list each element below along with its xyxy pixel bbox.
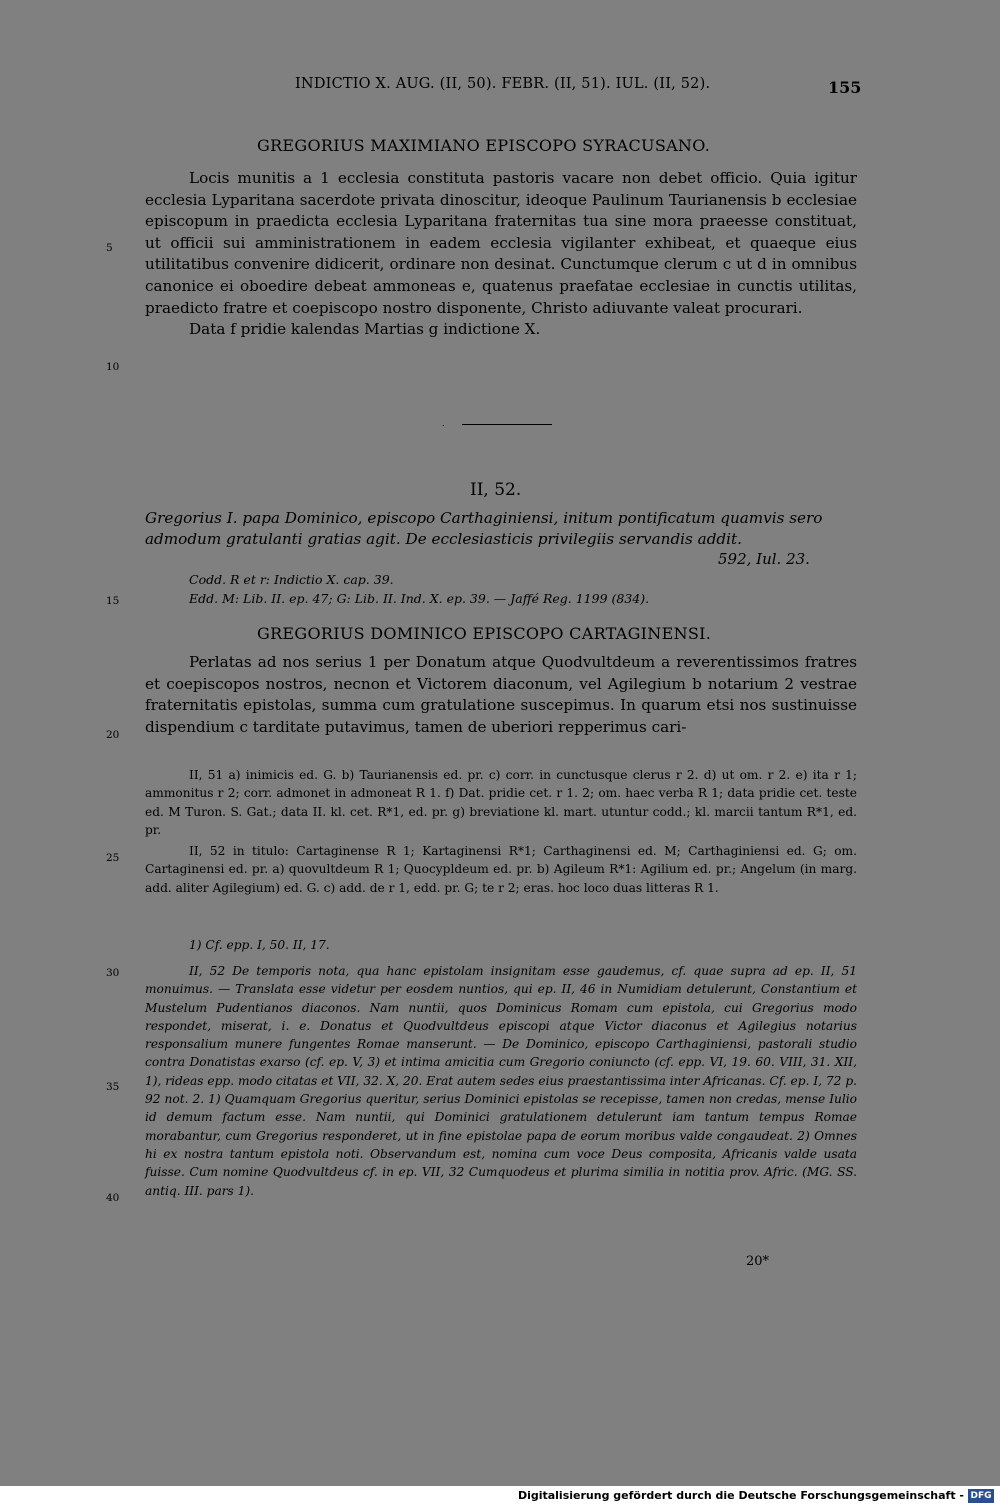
line-number: 10 — [106, 361, 120, 373]
letter1-dating: Data f pridie kalendas Martias g indictione X. — [189, 320, 541, 339]
line-number: 30 — [106, 967, 120, 979]
letter2-date: 592, Iul. 23. — [718, 550, 810, 568]
running-title: INDICTIO X. AUG. (II, 50). FEBR. (II, 51). IUL. (II, 52). — [295, 76, 711, 92]
apparatus — [145, 766, 857, 900]
letter2-edd: Edd. M: Lib. II. ep. 47; G: Lib. II. Ind. X. ep. 39. — Jaffé Reg. 1199 (834). — [189, 591, 650, 606]
letter2-body — [145, 652, 857, 738]
commentary — [145, 962, 857, 1203]
letter1-title: GREGORIUS MAXIMIANO EPISCOPO SYRACUSANO. — [257, 136, 711, 155]
letter2-paragraph: Perlatas ad nos serius 1 per Donatum atque Quodvultdeum a reverentissimos fratres et coepiscopos nostros, necnon et Victorem diaconum, vel Agilegium b notarium 2 vestrae fraternitatis epistolas, summa cum gratulatione suscepimus. In quarum etsi nos sustinuisse dispendium c tarditate putavimus, tamen de uberiori repperimus cari- — [145, 653, 857, 736]
line-number: 5 — [106, 242, 113, 254]
section-rule — [462, 424, 552, 425]
letter2-title: GREGORIUS DOMINICO EPISCOPO CARTAGINENSI. — [257, 624, 712, 643]
page-number: 155 — [828, 78, 862, 97]
line-number: 15 — [106, 595, 120, 607]
line-number: 35 — [106, 1081, 120, 1093]
letter2-number: II, 52. — [470, 480, 522, 500]
dfg-logo-icon: DFG — [968, 1489, 994, 1503]
commentary-ref-text: 1) Cf. epp. I, 50. II, 17. — [189, 938, 330, 952]
separator-dot: . — [442, 419, 445, 428]
commentary-ref — [145, 936, 857, 957]
letter1-paragraph: Locis munitis a 1 ecclesia constituta pastoris vacare non debet officio. Quia igitur ecclesia Lyparitana sacerdote privata dinoscitur, ideoque Paulinum Taurianensis b ecclesiae episcopum in praedicta ecclesia Lyparitana fraternitas tua sine mora praeesse constituat, ut officii sui amministrationem in eadem ecclesia vigilanter exhibeat, et quaeque eius utilitatibus convenire didicerit, ordinare non desinat. Cunctumque clerum c ut d in omnibus canonice ei oboedire debeat ammoneas e, quatenus praefatae ecclesiae in cunctis utilitas, praedicto fratre et coepiscopo nostro disponente, Christo adiuvante valeat procurari. — [145, 169, 857, 317]
signature-mark: 20* — [746, 1254, 770, 1269]
footer-text: Digitalisierung gefördert durch die Deutsche Forschungsgemeinschaft - — [517, 1489, 964, 1502]
footer-bar — [0, 1486, 1000, 1507]
line-number: 20 — [106, 729, 120, 741]
letter2-codd: Codd. R et r: Indictio X. cap. 39. — [189, 572, 394, 587]
line-number: 25 — [106, 852, 120, 864]
apparatus-note-51: II, 51 a) inimicis ed. G. b) Taurianensis ed. pr. c) corr. in cunctusque clerus r 2. d) ut om. r 2. e) ita r 1; ammonitus r 2; corr. admonet in admoneat R 1. f) Dat. pridie cet. r 1. 2; om. haec verba R 1; data pridie cet. teste ed. M Turon. S. Gat.; data II. kl. cet. R*1, ed. pr. g) breviatione kl. mart. utuntur codd.; kl. marcii tantum R*1, ed. pr. — [145, 768, 857, 837]
letter1-body — [145, 168, 857, 341]
apparatus-note-52: II, 52 in titulo: Cartaginense R 1; Kartaginensi R*1; Carthaginensi ed. M; Carthaginiensi ed. G; om. Cartaginensi ed. pr. a) quovultdeum R 1; Quocypldeum ed. pr. b) Agileum R*1: Agilium ed. pr.; Angelum (in marg. add. aliter Agilegium) ed. G. c) add. de r 1, edd. pr. G; te r 2; eras. hoc loco duas litteras R 1. — [145, 844, 857, 895]
commentary-text: II, 52 De temporis nota, qua hanc epistolam insignitam esse gaudemus, cf. quae supra ad ep. II, 51 monuimus. — Translata esse videtur per eosdem nuntios, qui ep. II, 46 in Numidiam detulerunt, Constantium et Mustelum Pudentianos diaconos. Nam nuntii, quos Dominicus Romam cum epistola, cui Gregorius modo respondet, miserat, i. e. Donatus et Quodvultdeus episcopi atque Victor diaconus et Agilegius notarius responsalium munere fungentes Romae manserunt. — De Dominico, episcopo Carthaginiensi, pastorali studio contra Donatistas exarso (cf. ep. V, 3) et intima amicitia cum Gregorio coniuncto (cf. epp. VI, 19. 60. VIII, 31. XII, 1), rideas epp. modo citatas et VII, 32. X, 20. Erat autem sedes eius praestantissima inter Africanas. Cf. ep. I, 72 p. 92 not. 2. 1) Quamquam Gregorius queritur, serius Dominici epistolas se recepisse, tamen non credas, mense Iulio id demum factum esse. Nam nuntii, qui Dominici gratulationem detulerunt iam tantum tempus Romae morabantur, cum Gregorius responderet, ut in fine epistolae papa de eorum moribus valde congaudeat. 2) Omnes hi ex nostra tantum epistola noti. Observandum est, nomina cum voce Deus composita, Africanis valde usata fuisse. Cum nomine Quodvultdeus cf. in ep. VII, 32 Cumquodeus et plurima similia in notitia prov. Afric. (MG. SS. antiq. III. pars 1). — [145, 964, 857, 1198]
line-number: 40 — [106, 1192, 120, 1204]
letter2-summary: Gregorius I. papa Dominico, episcopo Carthaginiensi, initum pontificatum quamvis sero admodum gratulanti gratias agit. De ecclesiasticis privilegiis servandis addit. — [145, 509, 823, 548]
